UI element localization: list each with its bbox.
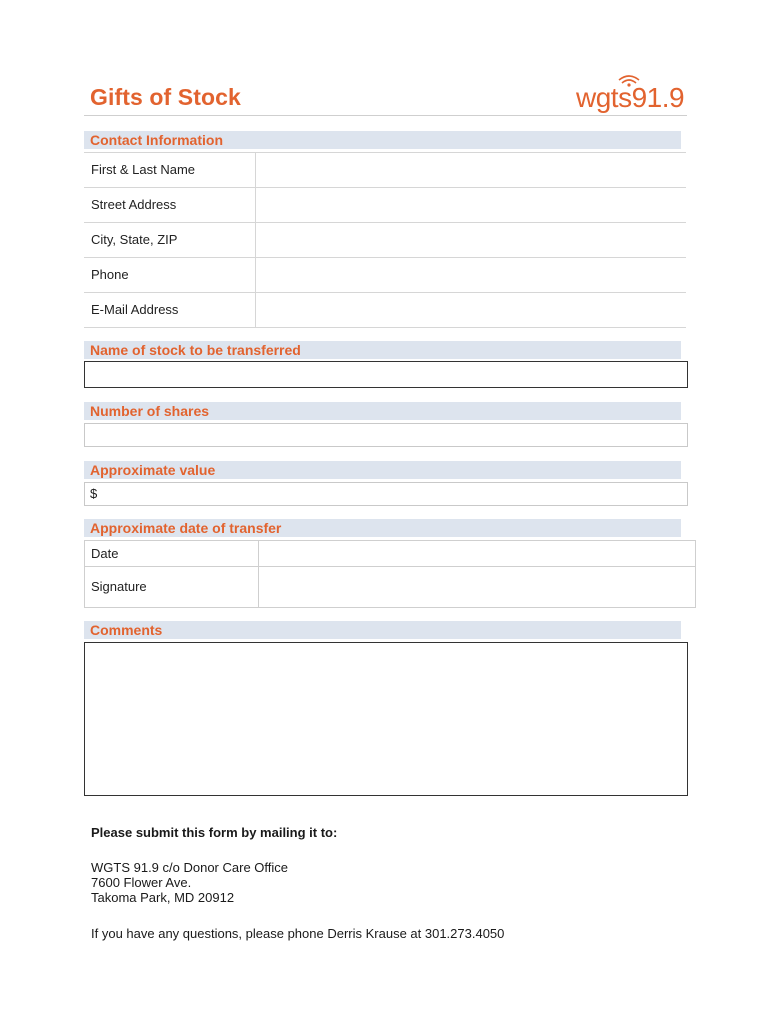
transfer-section-header	[84, 519, 681, 537]
signature-label: Signature	[91, 579, 147, 594]
address-line: 7600 Flower Ave.	[91, 875, 192, 890]
shares-heading: Number of shares	[90, 403, 210, 419]
address-line: Takoma Park, MD 20912	[91, 890, 235, 905]
field-label: E-Mail Address	[91, 302, 179, 317]
contact-questions-text: If you have any questions, please phone Derris Krause at 301.273.4050	[91, 926, 505, 941]
field-label: Street Address	[91, 197, 177, 212]
field-label: Phone	[91, 267, 129, 282]
transfer-heading: Approximate date of transfer	[90, 520, 282, 536]
date-row	[85, 541, 695, 567]
name-field[interactable]	[255, 153, 686, 187]
stock-name-section-header	[84, 341, 681, 359]
stock-name-heading: Name of stock to be transferred	[90, 342, 301, 358]
field-label: First & Last Name	[91, 162, 196, 177]
date-field[interactable]	[258, 541, 695, 566]
comments-heading: Comments	[90, 622, 163, 638]
date-label: Date	[91, 546, 119, 561]
email-field[interactable]	[255, 293, 686, 327]
value-section-header	[84, 461, 681, 479]
value-heading: Approximate value	[90, 462, 216, 478]
comments-field[interactable]	[84, 642, 688, 796]
contact-row-city	[84, 223, 686, 258]
currency-symbol: $	[90, 486, 98, 501]
address-line: WGTS 91.9 c/o Donor Care Office	[91, 860, 288, 875]
mailing-address	[91, 860, 288, 905]
contact-row-street	[84, 188, 686, 223]
contact-row-email	[84, 293, 686, 328]
value-field[interactable]	[84, 482, 688, 506]
signature-field[interactable]	[258, 567, 695, 607]
contact-section-header	[84, 131, 681, 149]
signature-row	[85, 567, 695, 607]
contact-row-phone	[84, 258, 686, 293]
stock-name-field[interactable]	[84, 361, 688, 388]
phone-field[interactable]	[255, 258, 686, 292]
field-label: City, State, ZIP	[91, 232, 178, 247]
wgts-logo	[576, 70, 686, 112]
submit-instructions-heading: Please submit this form by mailing it to:	[91, 825, 338, 840]
transfer-table	[84, 540, 696, 608]
street-address-field[interactable]	[255, 188, 686, 222]
contact-table	[84, 152, 686, 328]
contact-heading: Contact Information	[90, 132, 223, 148]
form-title: Gifts of Stock	[90, 84, 241, 110]
shares-section-header	[84, 402, 681, 420]
title-divider	[84, 115, 687, 116]
shares-field[interactable]	[84, 423, 688, 447]
contact-row-name	[84, 152, 686, 188]
logo-wordmark: wgts91.9	[576, 82, 685, 113]
city-state-zip-field[interactable]	[255, 223, 686, 257]
comments-section-header	[84, 621, 681, 639]
